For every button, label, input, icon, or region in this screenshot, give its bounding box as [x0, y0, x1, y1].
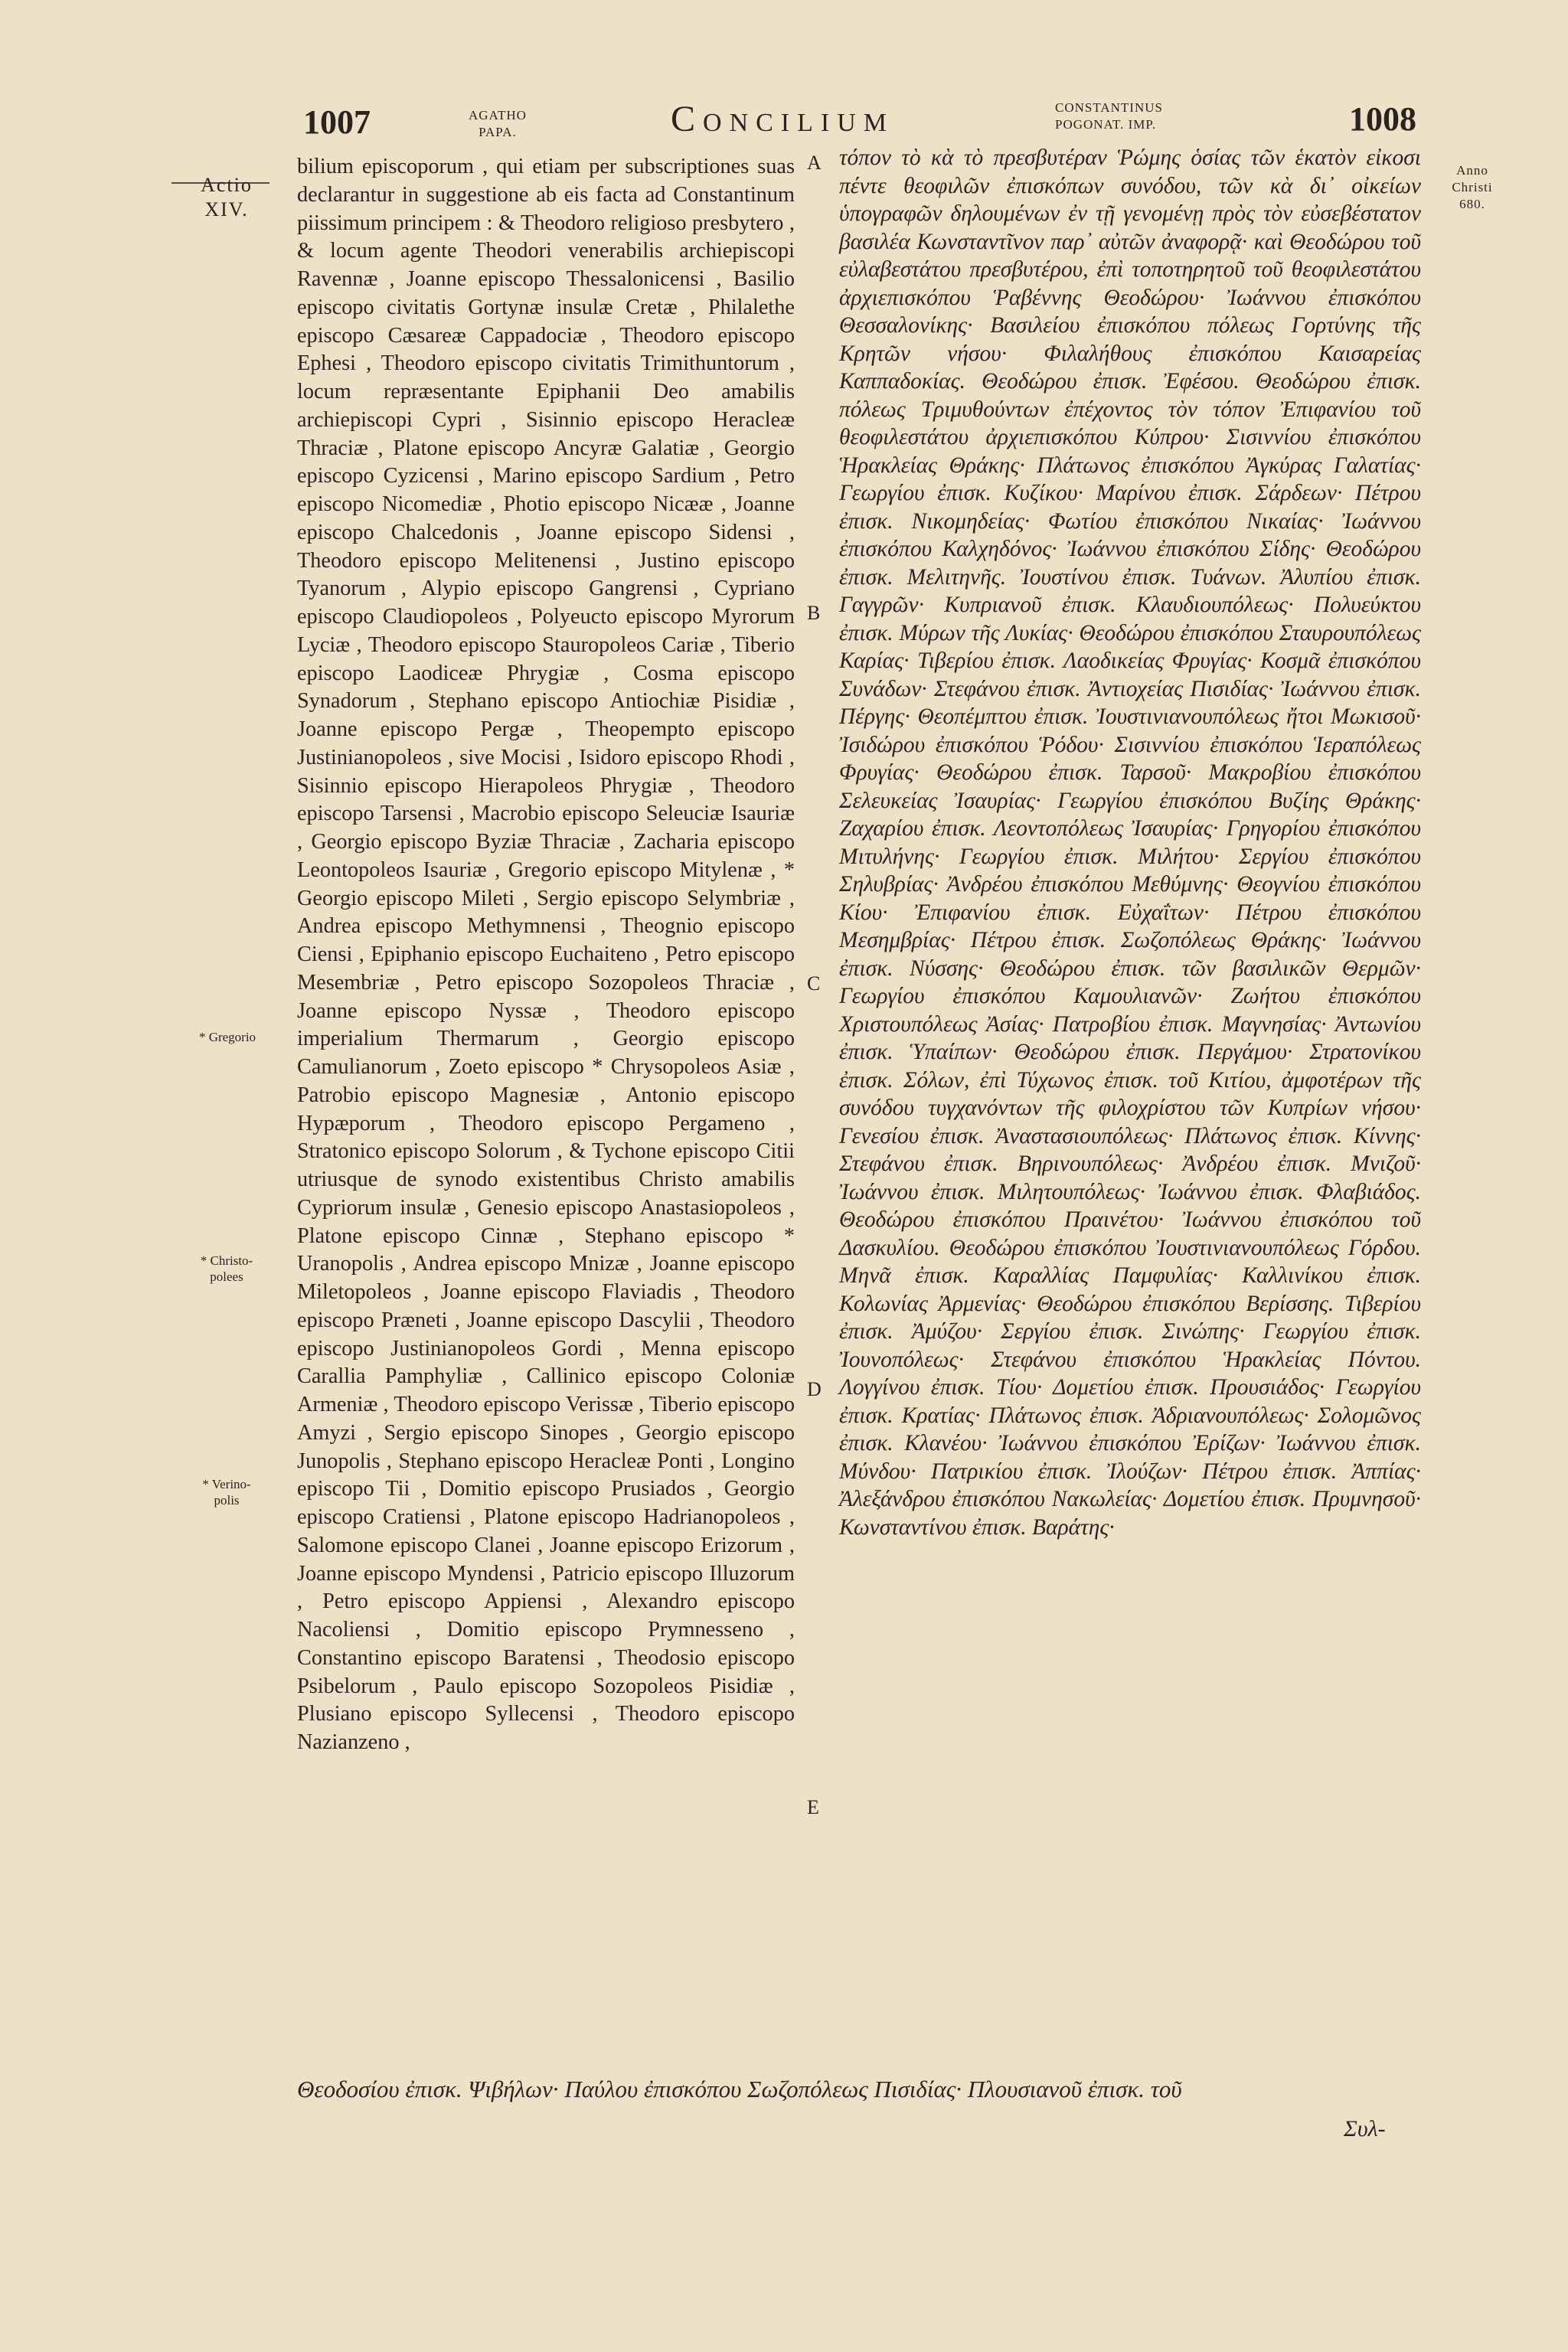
margin-note-christopolees-line1: * Christo- [200, 1253, 253, 1268]
margin-actio-line2: XIV. [204, 198, 249, 220]
running-head-left [469, 107, 527, 141]
section-mark-e: E [807, 1796, 819, 1818]
running-head-right-line1: CONSTANTINUS [1055, 100, 1163, 115]
margin-actio [173, 173, 280, 222]
page-number-right: 1008 [1349, 100, 1416, 138]
margin-note-verinopolis [173, 1476, 280, 1508]
margin-anno-line3: 680. [1459, 197, 1485, 211]
margin-note-gregorio: * Gregorio [198, 1030, 256, 1044]
running-head-left-line1: AGATHO [469, 108, 527, 122]
running-head-right-line2: POGONAT. IMP. [1055, 117, 1157, 132]
margin-actio-line1: Actio [201, 174, 253, 196]
margin-note-christopolees [173, 1253, 280, 1285]
greek-catchword: Συλ- [1344, 2116, 1386, 2141]
running-title: Concilium [671, 99, 894, 139]
margin-anno-line2: Christi [1452, 180, 1493, 194]
section-mark-d: D [807, 1378, 822, 1400]
greek-text: τόπον τὸ κὰ τὸ πρεσβυτέραν Ῥώμης ὁσίας τῶν ἑκατὸν εἰκοσι πέντε θεοφιλῶν ἐπισκόπων συνόδου, τῶν κὰ δι᾽ οἰκείων ὑπογραφῶν δηλουμένων ἐν τῇ γενομένῃ πρὸς τὸν εὐσεβέστατον βασιλέα Κωνσταντῖνον παρ᾽ αὐτῶν ἀναφορᾷ· καὶ Θεοδώρου τοῦ εὐλαβεστάτου πρεσβυτέρου, ἐπὶ τοποτηρητοῦ τοῦ θεοφιλεστάτου ἀρχιεπισκόπου Ῥαβέννης Θεοδώρου· Ἰωάννου ἐπισκόπου Θεσσαλονίκης· Βασιλείου ἐπισκόπου πόλεως Γορτύνης τῆς Κρητῶν νήσου· Φιλαλήθους ἐπισκόπου Καισαρείας Καππαδοκίας. Θεοδώρου ἐπισκ. Ἐφέσου. Θεοδώρου ἐπισκ. πόλεως Τριμυθούντων ἐπέχοντος τὸν τόπον Ἐπιφανίου τοῦ θεοφιλεστάτου ἀρχιεπισκόπου Κύπρου· Σισιννίου ἐπισκόπου Ἡρακλείας Θράκης· Πλάτωνος ἐπισκόπου Ἀγκύρας Γαλατίας· Γεωργίου ἐπισκ. Κυζίκου· Μαρίνου ἐπισκ. Σάρδεων· Πέτρου ἐπισκ. Νικομηδείας· Φωτίου ἐπισκόπου Νικαίας· Ἰωάννου ἐπισκόπου Καλχηδόνος· Ἰωάννου ἐπισκόπου Σίδης· Θεοδώρου ἐπισκ. Μελιτηνῆς. Ἰουστίνου ἐπισκ. Τυάνων. Ἀλυπίου ἐπισκ. Γαγγρῶν· Κυπριανοῦ ἐπισκ. Κλαυδιουπόλεως· Πολυεύκτου ἐπισκ. Μύρων τῆς Λυκίας· Θεοδώρου ἐπισκόπου Σταυρουπόλεως Καρίας· Τιβερίου ἐπισκ. Λαοδικείας Φρυγίας· Κοσμᾶ ἐπισκόπου Συνάδων· Στεφάνου ἐπισκ. Ἀντιοχείας Πισιδίας· Ἰωάννου ἐπισκ. Πέργης· Θεοπέμπτου ἐπισκ. Ἰουστινιανουπόλεως ἤτοι Μωκισοῦ· Ἰσιδώρου ἐπισκόπου Ῥόδου· Σισιννίου ἐπισκόπου Ἱεραπόλεως Φρυγίας· Θεοδώρου ἐπισκ. Ταρσοῦ· Μακροβίου ἐπισκόπου Σελευκείας Ἰσαυρίας· Γεωργίου ἐπισκόπου Βυζίης Θράκης· Ζαχαρίου ἐπισκ. Λεοντοπόλεως Ἰσαυρίας· Γρηγορίου ἐπισκόπου Μιτυλήνης· Γεωργίου ἐπισκ. Μιλήτου· Σεργίου ἐπισκόπου Σηλυβρίας· Ἀνδρέου ἐπισκόπου Μεθύμνης· Θεογνίου ἐπισκόπου Κίου· Ἐπιφανίου ἐπισκ. Εὐχαΐτων· Πέτρου ἐπισκόπου Μεσημβρίας· Πέτρου ἐπισκ. Σωζοπόλεως Θράκης· Ἰωάννου ἐπισκ. Νύσσης· Θεοδώρου ἐπισκ. τῶν βασιλικῶν Θερμῶν· Γεωργίου ἐπισκόπου Καμουλιανῶν· Ζωήτου ἐπισκόπου Χριστουπόλεως Ἀσίας· Πατροβίου ἐπισκ. Μαγνησίας· Ἀντωνίου ἐπισκ. Ὑπαίπων· Θεοδώρου ἐπισκ. Περγάμου· Στρατονίκου ἐπισκ. Σόλων, ἐπὶ Τύχωνος ἐπισκ. τοῦ Κιτίου, ἀμφοτέρων τῆς συνόδου τυγχανόντων τῆς φιλοχρίστου τῶν Κυπρίων νήσου· Γενεσίου ἐπισκ. Ἀναστασιουπόλεως· Πλάτωνος ἐπισκ. Κίννης· Στεφάνου ἐπισκ. Βηρινουπόλεως· Ἀνδρέου ἐπισκ. Μνιζοῦ· Ἰωάννου ἐπισκ. Μιλητουπόλεως· Ἰωάννου ἐπισκ. Φλαβιάδος. Θεοδώρου ἐπισκόπου Πραινέτου· Ἰωάννου ἐπισκόπου τοῦ Δασκυλίου. Θεοδώρου ἐπισκόπου Ἰουστινιανουπόλεως Γόρδου. Μηνᾶ ἐπισκ. Καραλλίας Παμφυλίας· Καλλινίκου ἐπισκ. Κολωνίας Ἀρμενίας· Θεοδώρου ἐπισκόπου Βερίσσης. Τιβερίου ἐπισκ. Ἀμύζου· Σεργίου ἐπισκ. Σινώπης· Γεωργίου ἐπισκ. Ἰουνοπόλεως· Στεφάνου ἐπισκόπου Ἡρακλείας Πόντου. Λογγίνου ἐπισκ. Τίου· Δομετίου ἐπισκ. Προυσιάδος· Γεωργίου ἐπισκ. Κρατίας· Πλάτωνος ἐπισκ. Ἀδριανουπόλεως· Σολομῶνος ἐπισκ. Κλανέου· Ἰωάννου ἐπισκόπου Ἐρίζων· Ἰωάννου ἐπισκ. Μύνδου· Πατρικίου ἐπισκ. Ἰλούζων· Πέτρου ἐπισκ. Ἀππίας· Ἀλεξάνδρου ἐπισκόπου Νακωλείας· Δομετίου ἐπισκ. Πρυμνησοῦ· Κωνσταντίνου ἐπισκ. Βαράτης· [839, 145, 1421, 1540]
greek-column [839, 144, 1421, 1541]
latin-column [297, 153, 795, 1757]
margin-note-verinopolis-line2: polis [214, 1493, 240, 1508]
greek-full-width-line: Θεοδοσίου ἐπισκ. Ψιβήλων· Παύλου ἐπισκόπου Σωζοπόλεως Πισιδίας· Πλουσιανοῦ ἐπισκ. τοῦ [297, 2076, 1182, 2102]
margin-note-verinopolis-line1: * Verino- [202, 1477, 251, 1491]
section-mark-b: B [807, 602, 821, 624]
running-head-right [1055, 100, 1163, 133]
section-mark-c: C [807, 972, 821, 995]
running-head-left-line2: PAPA. [479, 125, 517, 139]
section-mark-a: A [807, 152, 822, 174]
latin-text: bilium episcoporum , qui etiam per subscriptiones suas declarantur in suggestione ab eis facta ad Constantinum piissimum principem : & Theodoro religioso presbytero , & locum agente Theodori venerabilis archiepiscopi Ravennæ , Joanne episcopo Thessalonicensi , Basilio episcopo civitatis Gortynæ insulæ Cretæ , Philalethe episcopo Cæsareæ Cappadociæ , Theodoro episcopo Ephesi , Theodoro episcopo civitatis Trimithuntorum , locum repræsentante Epiphanii Deo amabilis archiepiscopi Cypri , Sisinnio episcopo Heracleæ Thraciæ , Platone episcopo Ancyræ Galatiæ , Georgio episcopo Cyzicensi , Marino episcopo Sardium , Petro episcopo Nicomediæ , Photio episcopo Nicææ , Joanne episcopo Chalcedonis , Joanne episcopo Sidensi , Theodoro episcopo Melitenensi , Justino episcopo Tyanorum , Alypio episcopo Gangrensi , Cypriano episcopo Claudiopoleos , Polyeucto episcopo Myrorum Lyciæ , Theodoro episcopo Stauropoleos Cariæ , Tiberio episcopo Laodiceæ Phrygiæ , Cosma episcopo Synadorum , Stephano episcopo Antiochiæ Pisidiæ , Joanne episcopo Pergæ , Theopempto episcopo Justinianopoleos , sive Mocisi , Isidoro episcopo Rhodi , Sisinnio episcopo Hierapoleos Phrygiæ , Theodoro episcopo Tarsensi , Macrobio episcopo Seleuciæ Isauriæ , Georgio episcopo Byziæ Thraciæ , Zacharia episcopo Leontopoleos Isauriæ , Gregorio episcopo Mitylenæ , * Georgio episcopo Mileti , Sergio episcopo Selymbriæ , Andrea episcopo Methymnensi , Theognio episcopo Ciensi , Epiphanio episcopo Euchaiteno , Petro episcopo Mesembriæ , Petro episcopo Sozopoleos Thraciæ , Joanne episcopo Nyssæ , Theodoro episcopo imperialium Thermarum , Georgio episcopo Camulianorum , Zoeto episcopo * Chrysopoleos Asiæ , Patrobio episcopo Magnesiæ , Antonio episcopo Hypæporum , Theodoro episcopo Pergameno , Stratonico episcopo Solorum , & Tychone episcopo Citii utriusque de synodo existentibus Christo amabilis Cypriorum insulæ , Genesio episcopo Anastasiopoleos , Platone episcopo Cinnæ , Stephano episcopo * Uranopolis , Andrea episcopo Mnizæ , Joanne episcopo Miletopoleos , Joanne episcopo Flaviadis , Theodoro episcopo Præneti , Joanne episcopo Dascylii , Theodoro episcopo Justinianopoleos Gordi , Menna episcopo Carallia Pamphyliæ , Callinico episcopo Coloniæ Armeniæ , Theodoro episcopo Verissæ , Tiberio episcopo Amyzi , Sergio episcopo Sinopes , Georgio episcopo Junopolis , Stephano episcopo Heracleæ Ponti , Longino episcopo Tii , Domitio episcopo Prusiados , Georgio episcopo Cratiensi , Platone episcopo Hadrianopoleos , Salomone episcopo Clanei , Joanne episcopo Erizorum , Joanne episcopo Myndensi , Patricio episcopo Illuzorum , Petro episcopo Appiensi , Alexandro episcopo Nacoliensi , Domitio episcopo Prymnesseno , Constantino episcopo Baratensi , Theodosio episcopo Psibelorum , Paulo episcopo Sozopoleos Pisidiæ , Plusiano episcopo Syllecensi , Theodoro episcopo Nazianzeno , [297, 155, 795, 1754]
margin-note-christopolees-line2: polees [210, 1269, 243, 1284]
page-number-left: 1007 [303, 103, 371, 141]
margin-anno-line1: Anno [1456, 163, 1488, 178]
margin-anno [1430, 162, 1514, 213]
